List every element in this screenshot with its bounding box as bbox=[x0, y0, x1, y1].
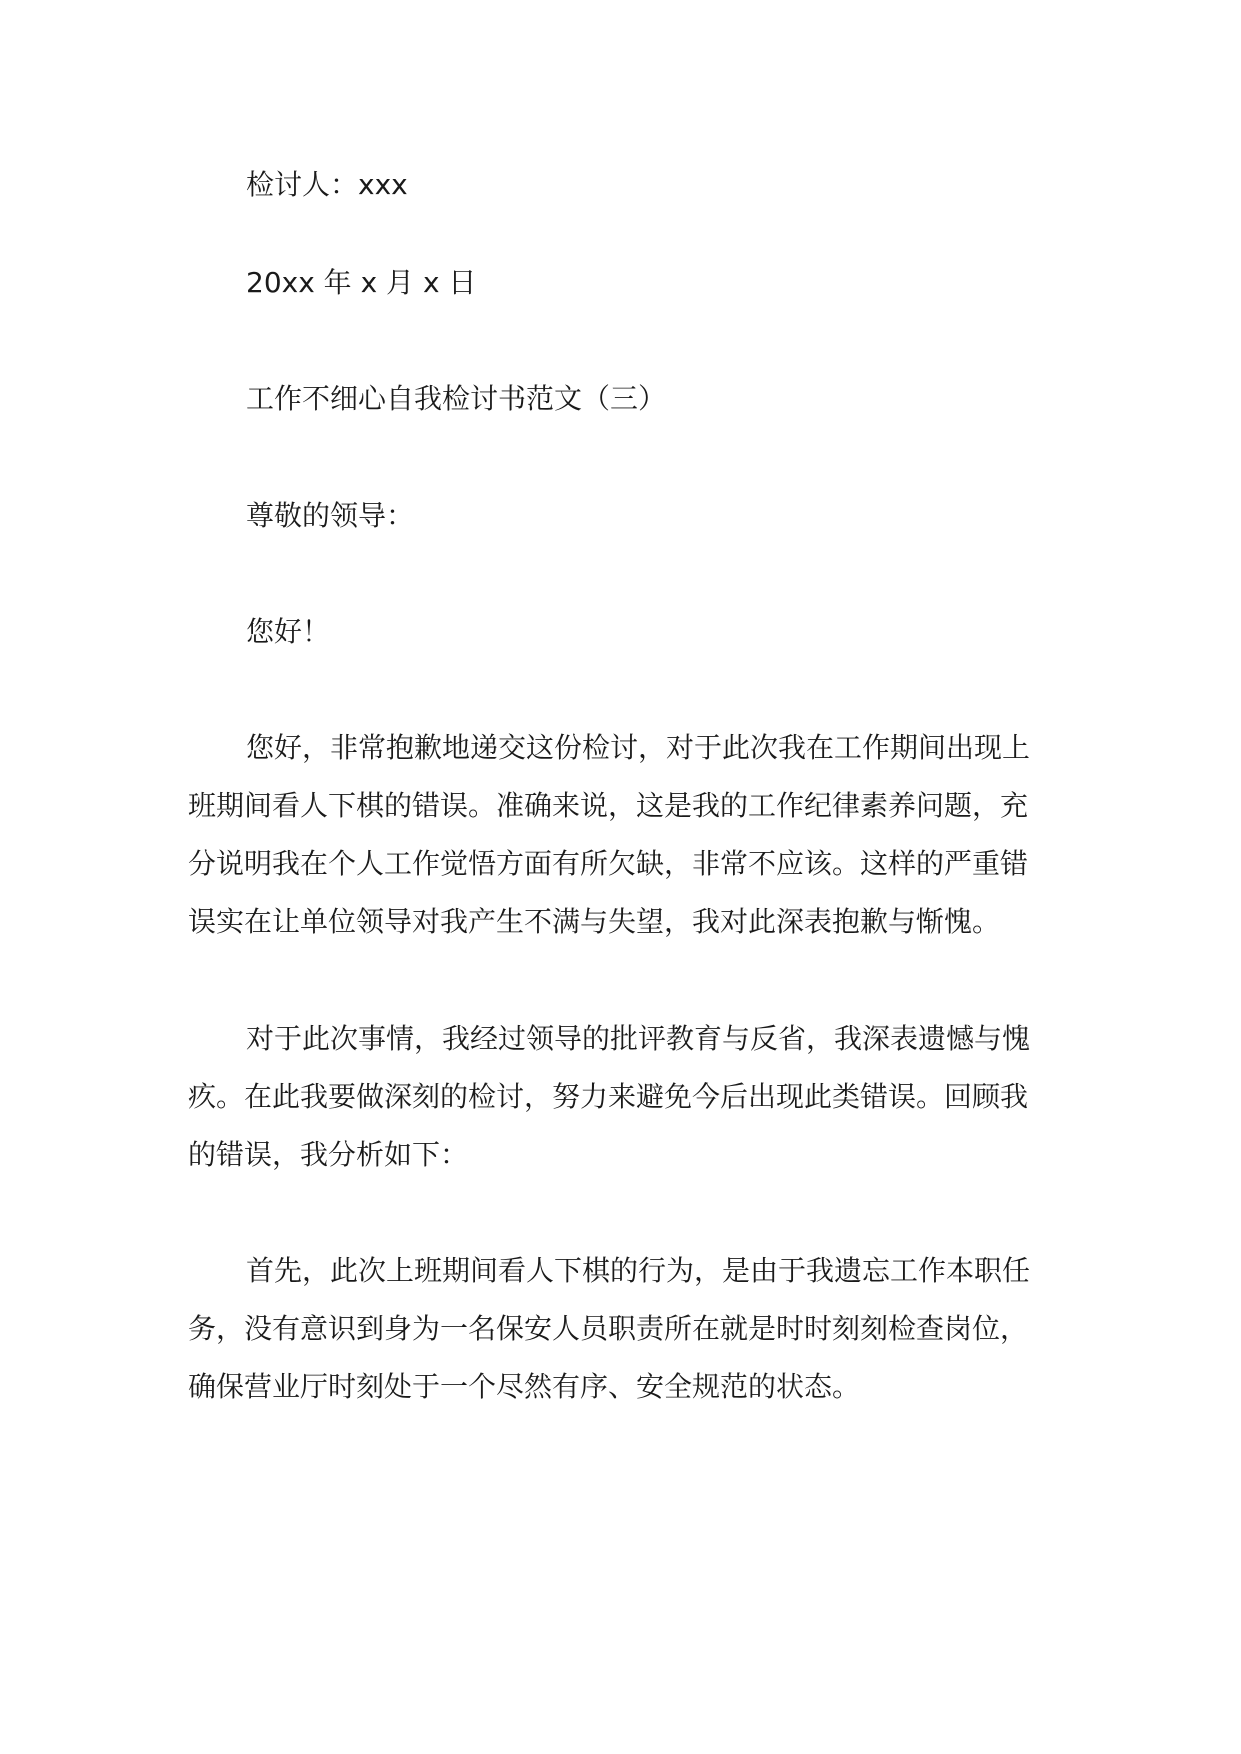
greeting: 您好！ bbox=[246, 615, 331, 648]
paragraph-3-line-1: 首先，此次上班期间看人下棋的行为，是由于我遗忘工作本职任 bbox=[246, 1254, 1031, 1287]
document-title: 工作不细心自我检讨书范文（三） bbox=[246, 382, 667, 415]
signer-line: 检讨人：xxx bbox=[246, 168, 408, 201]
paragraph-2-line-1: 对于此次事情，我经过领导的批评教育与反省，我深表遗憾与愧 bbox=[246, 1022, 1031, 1055]
date-line: 20xx 年 x 月 x 日 bbox=[246, 266, 477, 299]
paragraph-1-line-3: 分说明我在个人工作觉悟方面有所欠缺，非常不应该。这样的严重错 bbox=[188, 847, 1029, 880]
paragraph-3-line-2: 务，没有意识到身为一名保安人员职责所在就是时时刻刻检查岗位， bbox=[188, 1312, 1029, 1345]
paragraph-1-line-4: 误实在让单位领导对我产生不满与失望，我对此深表抱歉与惭愧。 bbox=[188, 905, 1001, 938]
paragraph-2-line-2: 疚。在此我要做深刻的检讨，努力来避免今后出现此类错误。回顾我 bbox=[188, 1080, 1029, 1113]
paragraph-1-line-1: 您好，非常抱歉地递交这份检讨，对于此次我在工作期间出现上 bbox=[246, 731, 1031, 764]
paragraph-2-line-3: 的错误，我分析如下： bbox=[188, 1138, 469, 1171]
paragraph-1-line-2: 班期间看人下棋的错误。准确来说，这是我的工作纪律素养问题，充 bbox=[188, 789, 1029, 822]
paragraph-3-line-3: 确保营业厅时刻处于一个尽然有序、安全规范的状态。 bbox=[188, 1370, 861, 1403]
salutation: 尊敬的领导： bbox=[246, 499, 415, 532]
